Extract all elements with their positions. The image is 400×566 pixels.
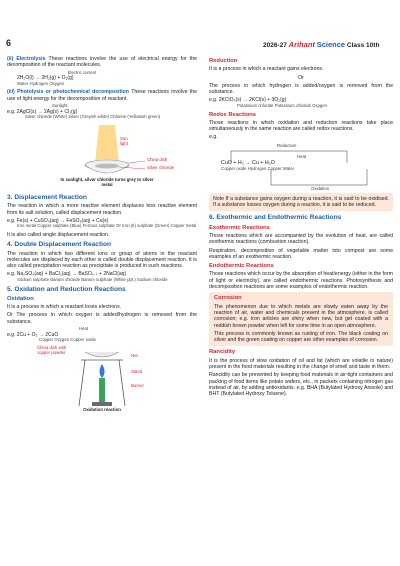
rancidity-text-2: Rancidity can be prevented by keeping food materials in air-tight containers and packing of food items like potato wafers, etc., in packets containing nitrogen gas instead of air, by adding antioxidants. e.g. BHA (Butylated Hydroxy Anisole) and BHT (Butylated Hydroxy Toluene). (209, 372, 393, 398)
section-redox: 5. Oxidation and Reduction Reactions (7, 285, 126, 293)
right-column (209, 56, 393, 399)
electrolysis-para: (ii) Electrolysis These reactions involve the use of electrical energy for the decomposition of the reactant molecules. (7, 56, 197, 69)
reduction-text-2: The process in which hydrogen is added/oxygen is removed from the substance. (209, 82, 393, 96)
equation-photolysis: Sunlight e.g. 2AgCl(s) → 2Ag(s) + Cl₂(g) Silver chloride (White) Silver (Greyish white) Chlorine (Yellowish green) (7, 103, 161, 120)
note-box: Note If a substance gains oxygen during a reaction, it is said to be oxidised. If a substance losses oxygen during a reaction, it is said to be reduced. (209, 193, 393, 212)
label-net: Net (131, 352, 138, 358)
exothermic-text-2: Respiration, decomposition of vegetable matter into compost are some examples of an exothermic reaction. (209, 247, 393, 260)
photolysis-para: (iii) Photolysis or photochemical decomposition These reactions involve the use of light energy for the decomposition of reactant. (7, 89, 197, 102)
displacement-text: The reaction in which a more reactive element displaces less reactive element from its salt solution, called displacement reaction. (7, 203, 197, 216)
running-header (263, 40, 379, 49)
equation-displacement: e.g. Fe(s) + CuSO₄(aq) → FeSO₄(aq) + Cu(s) Iron metal Copper sulphate (Blue) Ferrous sulphate Or Iron (II) sulphate (Green) Copper metal (7, 217, 197, 229)
reduction-heading: Reduction (209, 58, 238, 64)
redox-reactions-heading: Redox Reactions (209, 111, 257, 118)
label-stand: Stand (131, 368, 143, 374)
figure-silver-chloride (7, 123, 197, 191)
equation-electrolysis: Electric current 2H₂O(l) → 2H₂(g) + O₂(g) Water Hydrogen Oxygen (17, 69, 97, 86)
equation-reduction: e.g. 2KClO₃(s) → 2KCl(s) + 3O₂(g) Potassium chlorate Potassium chloride Oxygen (209, 97, 328, 108)
label-sunlight: Sun light (120, 135, 128, 146)
figure-oxidation (7, 346, 197, 418)
rancidity-heading: Rancidity (209, 349, 236, 356)
label-burner: Burner (131, 382, 144, 388)
oxidation-text-2: Or The process in which oxygen is added/hydrogen is removed from the substance. (7, 312, 197, 325)
section-double-displacement: 4. Double Displacement Reaction (7, 241, 112, 249)
label-dish-copper: China dish with copper powder (37, 344, 67, 355)
brand-logo: Arihant (288, 40, 315, 49)
redox-diagram: Reduction CuO + H₂ → Cu + H₂O Copper oxide Hydrogen Copper Water Heat Oxidation (219, 143, 393, 193)
corrosion-heading: Corrosion (214, 295, 242, 302)
figure-caption-oxidation: Oxidation reaction (83, 406, 121, 412)
header-class: Class 10th (346, 42, 380, 49)
exothermic-text: Those reactions which are accompanied by the evolution of heat, are called exothermic reactions (combustion reaction). (209, 232, 393, 246)
rancidity-text-1: It is the process of slow oxidation of oil and fat (which are volatile in nature) present in the food materials resulting in the change of smell and taste in them. (209, 357, 393, 370)
oxidation-text-1: It is a process in which a reactant loses electrons. (7, 304, 122, 311)
header-subject: Science (316, 40, 346, 49)
figure-caption: In sunlight, silver chloride turns grey to silver metal (60, 176, 154, 187)
oxidation-heading: Oxidation (7, 295, 34, 302)
left-column (7, 56, 197, 418)
photolysis-heading: (iii) Photolysis or photochemical decomposition (7, 89, 129, 96)
equation-double-displacement: e.g. Na₂SO₄(aq) + BaCl₂(aq) → BaSO₄ ↓ + 2NaCl(aq) Sodium sulphate Barium chloride Barium sulphate (White ppt.) Sodium chloride (7, 271, 168, 282)
double-displacement-text: The reaction in which two different ions or group of atoms in the reactant molecules are displaced by each other is called double displacement reaction. It is also called precipitation reaction as precipitate is produced in such reactions. (7, 250, 197, 270)
corrosion-box (209, 292, 393, 346)
header-year: 2026-27 (263, 42, 287, 49)
page-number: 6 (6, 38, 12, 48)
redox-eg: e.g. (209, 134, 218, 141)
reduction-or: Or (298, 74, 304, 81)
label-silver-chloride: Silver chloride (147, 164, 174, 170)
corrosion-text-1: The phenomenon due to which metals are slowly eaten away by the reaction of air, water and chemicals present in the atmosphere, is called corrosion; e.g. Iron articles are shiny when new, but get coated with a reddish brown powder when left for some time in an open atmosphere. (214, 303, 388, 329)
equation-redox: CuO + H₂ → Cu + H₂O (221, 159, 275, 166)
reduction-text-1: It is a process in which a reactant gains electrons. (209, 66, 324, 73)
section-displacement: 3. Displacement Reaction (7, 193, 87, 201)
label-china-dish: China dish (147, 156, 168, 162)
corrosion-text-2: This process is commonly known as rusting of iron. The black coating on silver and the green coating on copper are other examples of corrosion. (214, 330, 388, 344)
redox-text: Those reactions in which oxidation and reduction reactions take place simultaneously in the same reaction are called redox reactions. (209, 119, 393, 133)
equation-oxidation: Heat e.g. 2Cu + O₂ → 2CuO Copper Oxygen Copper oxide (7, 326, 96, 343)
single-displacement-note: It is also called single displacement reaction. (7, 231, 110, 238)
endothermic-text: Those reactions which occur by the absorption of heat/energy (either in the form of light or electricity), are called endothermic reactions. Photosynthesis and decomposition reactions are some examples of endothermic reaction. (209, 271, 393, 291)
endothermic-heading: Endothermic Reactions (209, 263, 274, 270)
exothermic-heading: Exothermic Reactions (209, 224, 270, 231)
electrolysis-heading: (ii) Electrolysis (7, 56, 46, 62)
section-exo-endo: 6. Exothermic and Endothermic Reactions (209, 214, 342, 222)
